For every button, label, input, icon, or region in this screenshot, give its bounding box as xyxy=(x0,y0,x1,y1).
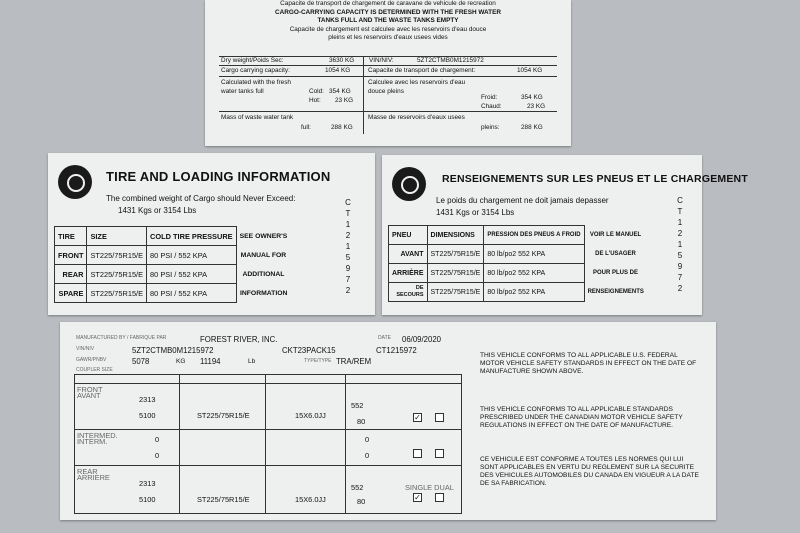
waste-fr-value: 288 KG xyxy=(521,124,543,131)
inter-psi: 0 xyxy=(365,451,370,460)
waste-fr-label-1: Masse de reservoirs d'eaux usees xyxy=(368,114,465,121)
front-lb: 5100 xyxy=(139,411,156,420)
tire-loading-info-fr xyxy=(382,155,748,315)
type-value: TRA/REM xyxy=(336,357,372,366)
date-value: 06/09/2020 xyxy=(402,335,442,344)
tire-pressure: 80 PSI / 552 KPA xyxy=(147,246,237,265)
cold-value: 354 KG xyxy=(329,88,351,95)
inter-single-checkbox xyxy=(413,449,422,458)
code-char: 7 xyxy=(677,273,683,282)
inter-dual-checkbox xyxy=(435,449,444,458)
col-tire: PNEU xyxy=(389,226,428,245)
calc-fresh-2: water tanks full xyxy=(221,88,264,95)
table-row xyxy=(55,246,291,265)
cargo-cap-label: Cargo carrying capacity: xyxy=(221,67,290,74)
rear-tire-size: ST225/75R15/E xyxy=(197,495,250,504)
cargo-line-5: pleins et les reservoirs d'eaux usees vides xyxy=(328,34,448,41)
tire-size: ST225/75R15/E xyxy=(87,284,147,303)
tire-size: ST225/75R15/E xyxy=(427,283,484,302)
front-dual-checkbox xyxy=(435,413,444,422)
col-pressure: PRESSION DES PNEUS A FROID xyxy=(484,226,584,245)
note-2: DE L'USAGER xyxy=(595,251,636,257)
tire-size: ST225/75R15/E xyxy=(87,265,147,284)
note-4: RENSEIGNEMENTS xyxy=(587,289,644,295)
tire-pos: ARRIÈRE xyxy=(389,264,428,283)
type-small-label: TYPE/TYPE xyxy=(304,358,332,364)
tire-size: ST225/75R15/E xyxy=(427,264,484,283)
tire-size: ST225/75R15/E xyxy=(87,246,147,265)
rear-label: REAR ARRIERE xyxy=(77,467,110,482)
code-char: 1 xyxy=(345,220,351,229)
calc-fr-2: douce pleins xyxy=(368,88,404,95)
combined-weight-line-1: Le poids du chargement ne doit jamais depasser xyxy=(436,196,609,205)
calc-fresh-1: Calculated with the fresh xyxy=(221,79,291,86)
certification-label xyxy=(60,322,716,520)
cargo-line-2: CARGO-CARRYING CAPACITY IS DETERMINED WITH THE FRESH WATER xyxy=(275,8,501,16)
note-4: INFORMATION xyxy=(239,289,288,297)
combined-weight-line-2: 1431 Kgs or 3154 Lbs xyxy=(436,208,515,217)
code-char: 1 xyxy=(677,240,683,249)
canada-conformity-statement: THIS VEHICLE CONFORMS TO ALL APPLICABLE STANDARDS PRESCRIBED UNDER THE CANADIAN MOTOR VEHICLE SAFETY REGULATIONS IN EFFECT ON THE DATE OF MANUFACTURE. xyxy=(480,406,683,429)
tire-pressure: 80 lb/po2 552 KPA xyxy=(484,245,584,264)
front-rim-size: 15X6.0JJ xyxy=(295,411,326,420)
combined-weight-en xyxy=(106,193,295,217)
code-char: 5 xyxy=(677,251,683,260)
tire-pressure: 80 lb/po2 552 KPA xyxy=(484,264,584,283)
code-char: 1 xyxy=(345,242,351,251)
cargo-divider xyxy=(219,76,557,77)
grid-line xyxy=(75,383,461,384)
froid-label: Froid: xyxy=(481,94,498,101)
cargo-cap-value: 1054 KG xyxy=(325,67,351,74)
grid-line xyxy=(75,465,461,466)
note-1: VOIR LE MANUEL xyxy=(589,232,642,238)
code-char: 7 xyxy=(345,275,351,284)
french-conformity-statement: CE VEHICULE EST CONFORME A TOUTES LES NORMES QUI LUI SONT APPLICABLES EN VERTU DU REGLEMENT SUR LA SECURITE DES VEHICULES AUTOMOBILES DU CANADA EN VIGUEUR A LA DATE DE SA FABRICATION. xyxy=(480,456,699,487)
note-1: SEE OWNER'S xyxy=(239,232,288,240)
calc-fr-1: Calculee avec les reservoirs d'eau xyxy=(368,79,466,86)
date-small-label: DATE xyxy=(378,335,391,341)
rear-dual-checkbox xyxy=(435,493,444,502)
cargo-line-1: Capacite de transport de chargement de caravane de vehicule de recreation xyxy=(280,0,496,7)
code-char: 5 xyxy=(345,253,351,262)
code-char: C xyxy=(345,198,351,207)
code-char: T xyxy=(677,207,683,216)
code-char: C xyxy=(677,196,683,205)
code-char: 2 xyxy=(677,229,683,238)
note-3: ADDITIONAL xyxy=(242,270,285,278)
dry-weight-value: 3630 KG xyxy=(329,57,355,64)
tire-pressure: 80 PSI / 552 KPA xyxy=(147,265,237,284)
gvwr-kg: 5078 xyxy=(132,357,150,366)
gawr-small-label: GAWR/PNBV xyxy=(76,357,107,363)
code-char: 9 xyxy=(677,262,683,271)
intermediate-label: INTERMED. INTERM. xyxy=(77,431,118,446)
front-label: FRONT AVANT xyxy=(77,385,103,400)
capacite-value: 1054 KG xyxy=(517,67,543,74)
tire-pos: FRONT xyxy=(55,246,87,265)
code-char: 9 xyxy=(345,264,351,273)
rear-kpa: 552 xyxy=(351,483,364,492)
rear-rim-size: 15X6.0JJ xyxy=(295,495,326,504)
combined-weight-fr xyxy=(436,195,609,219)
table-row xyxy=(55,265,291,284)
combined-weight-line-1: The combined weight of Cargo should Never Exceed: xyxy=(106,194,296,203)
grid-line xyxy=(265,375,266,513)
hot-value: 23 KG xyxy=(335,97,354,104)
us-conformity-statement: THIS VEHICLE CONFORMS TO ALL APPLICABLE U.S. FEDERAL MOTOR VEHICLE SAFETY STANDARDS IN EFFECT ON THE DATE OF MANUFACTURE SHOWN ABOVE. xyxy=(480,352,697,375)
tire-pos: SPARE xyxy=(55,284,87,303)
coupler-size-label: COUPLER SIZE xyxy=(76,367,113,373)
front-psi: 80 xyxy=(357,417,366,426)
vin-label: VIN/NIV: xyxy=(369,57,394,64)
chaud-value: 23 KG xyxy=(527,103,546,110)
cold-label: Cold: xyxy=(309,88,324,95)
tire-title-fr: RENSEIGNEMENTS SUR LES PNEUS ET LE CHARGEMENT xyxy=(442,173,748,185)
cargo-divider xyxy=(219,111,557,112)
rear-single-checkbox: ✓ xyxy=(414,493,421,502)
code-char: 1 xyxy=(677,218,683,227)
tire-pressure: 80 lb/po2 552 KPA xyxy=(484,283,584,302)
manufacturer-name: FOREST RIVER, INC. xyxy=(200,335,278,344)
tire-title-en: TIRE AND LOADING INFORMATION xyxy=(106,169,331,184)
front-single-checkbox: ✓ xyxy=(414,413,421,422)
col-size: DIMENSIONS xyxy=(427,226,484,245)
cargo-column-divider xyxy=(363,56,364,134)
tire-table-fr xyxy=(388,225,647,302)
rear-kg: 2313 xyxy=(139,479,156,488)
table-row xyxy=(389,264,647,283)
tire-pos: DE SECOURS xyxy=(389,283,428,302)
code-char: T xyxy=(345,209,351,218)
note-2: MANUAL FOR xyxy=(240,251,287,259)
table-row xyxy=(389,283,647,302)
vin-value: 5ZT2CTMB0M1215972 xyxy=(417,57,484,64)
single-dual-label: SINGLE DUAL xyxy=(405,483,454,492)
grid-line xyxy=(75,429,461,430)
waste-value: 288 KG xyxy=(331,124,353,131)
tire-code-fr xyxy=(676,195,684,294)
front-kpa: 552 xyxy=(351,401,364,410)
cargo-divider xyxy=(219,65,557,66)
tire-icon xyxy=(58,165,92,199)
axle-grid xyxy=(74,374,462,514)
tire-loading-info-en xyxy=(48,153,375,315)
model-value: CKT23PACK15 xyxy=(282,346,336,355)
rear-lb: 5100 xyxy=(139,495,156,504)
tire-code-en xyxy=(344,197,352,296)
tire-pos: AVANT xyxy=(389,245,428,264)
col-tire: TIRE xyxy=(55,227,87,246)
inter-lb: 0 xyxy=(155,451,160,460)
col-size: SIZE xyxy=(87,227,147,246)
waste-fr-label-2: pleins: xyxy=(481,124,500,131)
waste-label-1: Mass of waste water tank xyxy=(221,114,294,121)
vin-small-label: VIN/NIV xyxy=(76,346,95,352)
tire-table-en xyxy=(54,226,291,303)
inter-kpa: 0 xyxy=(365,435,370,444)
tire-icon xyxy=(392,167,426,201)
grid-line xyxy=(345,375,346,513)
front-kg: 2313 xyxy=(139,395,156,404)
gvwr-lb: 11194 xyxy=(200,357,221,366)
hot-label: Hot: xyxy=(309,97,321,104)
cargo-capacity-label xyxy=(205,0,571,146)
code-char: 2 xyxy=(677,284,683,293)
tire-pos: REAR xyxy=(55,265,87,284)
kg-label: KG xyxy=(176,358,186,365)
waste-label-2: full: xyxy=(301,124,311,131)
capacite-label: Capacite de transport de chargement: xyxy=(368,67,476,74)
front-tire-size: ST225/75R15/E xyxy=(197,411,250,420)
froid-value: 354 KG xyxy=(521,94,543,101)
grid-line xyxy=(179,375,180,513)
note-3: POUR PLUS DE xyxy=(592,270,638,276)
combined-weight-line-2: 1431 Kgs or 3154 Lbs xyxy=(118,206,197,215)
mfr-small-label: MANUFACTURED BY / FABRIQUE PAR xyxy=(76,335,167,341)
cargo-line-4: Capacite de chargement est calculee avec les reservoirs d'eau douce xyxy=(289,25,487,33)
lb-label: Lb xyxy=(248,358,256,365)
inter-kg: 0 xyxy=(155,435,160,444)
table-row xyxy=(55,284,291,303)
code-char: 2 xyxy=(345,231,351,240)
vin-value: 5ZT2CTMB0M1215972 xyxy=(132,346,214,355)
rear-psi: 80 xyxy=(357,497,366,506)
chaud-label: Chaud: xyxy=(481,103,502,110)
tire-pressure: 80 PSI / 552 KPA xyxy=(147,284,237,303)
dry-weight-label: Dry weight/Poids Sec: xyxy=(221,57,284,64)
cargo-line-3: TANKS FULL AND THE WASTE TANKS EMPTY xyxy=(317,17,459,24)
code-char: 2 xyxy=(345,286,351,295)
tire-size: ST225/75R15/E xyxy=(427,245,484,264)
col-pressure: COLD TIRE PRESSURE xyxy=(147,227,237,246)
serial-value: CT1215972 xyxy=(376,346,417,355)
table-row xyxy=(389,245,647,264)
